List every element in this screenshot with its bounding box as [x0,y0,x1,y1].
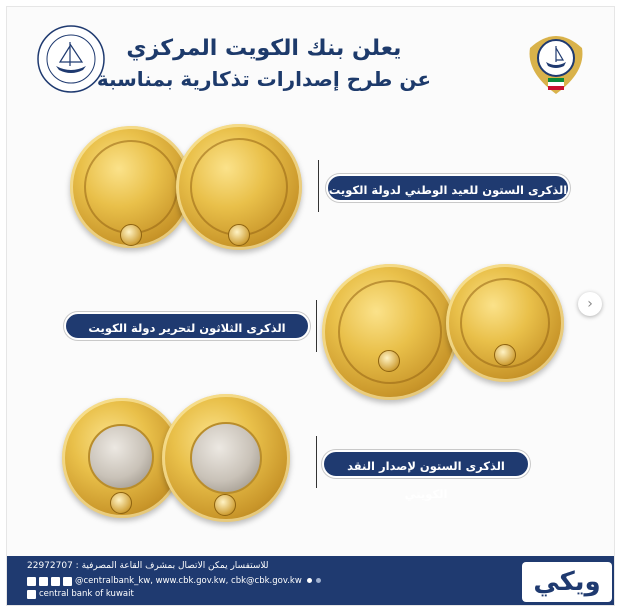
kuwait-emblem [520,20,592,98]
carousel-dot[interactable] [316,578,321,583]
instagram-icon [27,577,36,586]
facebook-icon [51,577,60,586]
contact-phone: للاستفسار يمكن الاتصال بمشرف القاعة المصرفية : 22972707 [27,561,269,571]
linkedin-icon [27,590,36,599]
twitter-icon [39,577,48,586]
social-links [27,576,302,586]
coin-national-day-back [176,124,302,250]
connector-line [316,300,317,352]
linkedin-link [27,589,134,599]
label-currency: الذكرى الستون لإصدار النقد الكويتي [322,450,530,478]
chevron-right-icon[interactable]: › [578,292,602,316]
label-liberation: الذكرى الثلاثون لتحرير دولة الكويت [64,312,310,340]
social-handles: @centralbank_kw, www.cbk.gov.kw, cbk@cbk.gov.kw [75,576,302,586]
central-bank-logo [36,24,106,94]
carousel-dot[interactable] [307,578,312,583]
carousel-dots [307,578,321,583]
coin-national-day-front [70,126,192,248]
coin-currency-back [162,394,290,522]
coin-liberation-front [322,264,458,400]
coin-liberation-back [446,264,564,382]
title-line-2: عن طرح إصدارات تذكارية بمناسبة [96,67,431,91]
label-national-day: الذكرى الستون للعيد الوطني لدولة الكويت [326,174,570,202]
announcement-title [97,34,431,94]
site-watermark-logo: ويكي [522,562,612,602]
linkedin-text: central bank of kuwait [39,589,134,599]
connector-line [316,436,317,488]
connector-line [318,160,319,212]
title-line-1: يعلن بنك الكويت المركزي [126,36,402,61]
youtube-icon [63,577,72,586]
